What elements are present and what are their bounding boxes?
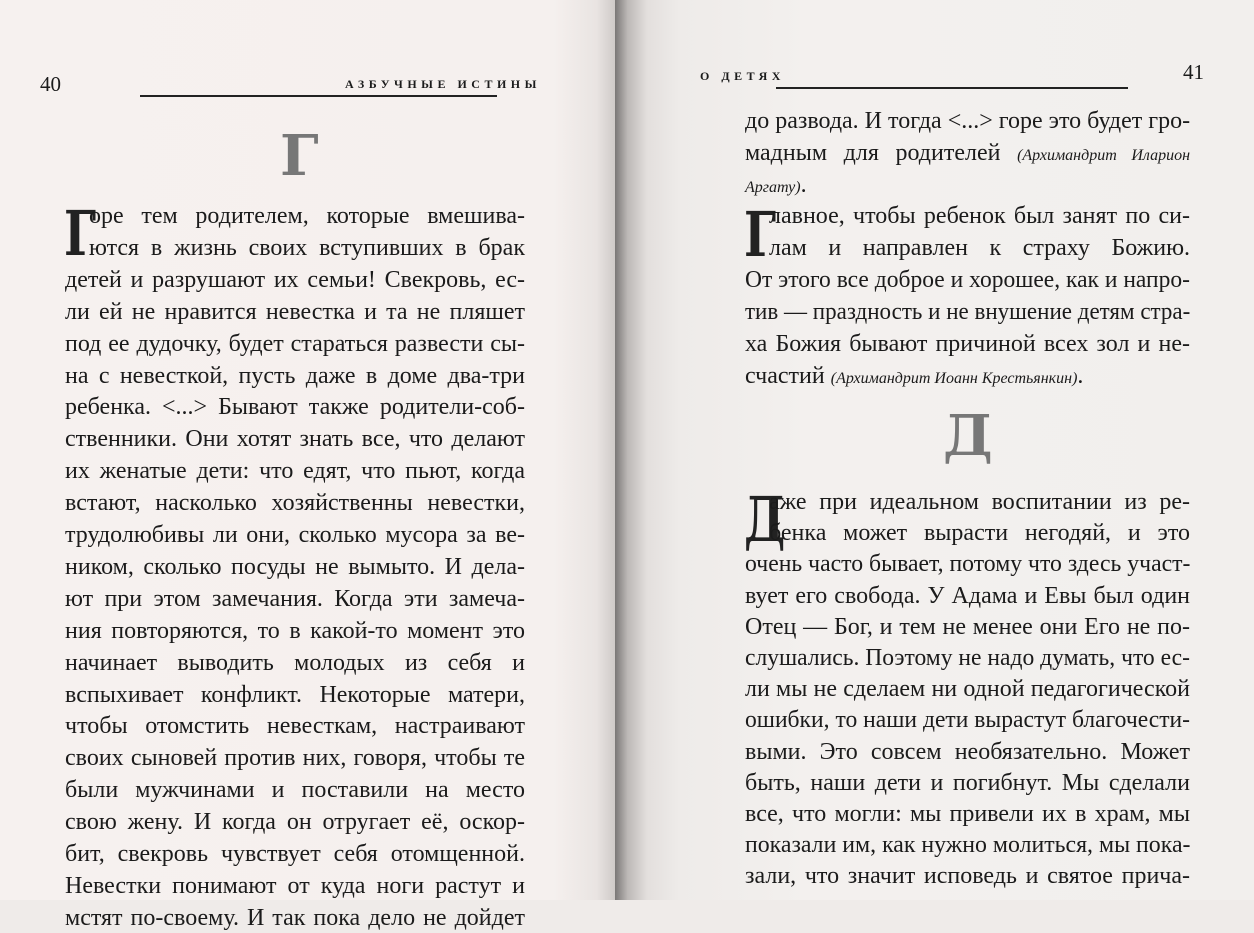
text-line: вует его свобода. У Адама и Евы был один bbox=[745, 582, 1190, 609]
section-letter: Д bbox=[943, 403, 993, 469]
text-line: чтобы отомстить невесткам, настраивают bbox=[65, 713, 525, 740]
citation: (Архимандрит Иоанн Крестьянкин) bbox=[830, 370, 1078, 387]
text-line: мадным для родителей (Архимандрит Иларион bbox=[745, 140, 1191, 166]
text-line: свою жену. И когда он отругает её, оскор- bbox=[65, 809, 525, 836]
text-line: их женатые дети: что едят, что пьют, когда bbox=[65, 458, 525, 485]
page-number: 41 bbox=[1183, 60, 1204, 84]
running-head: О ДЕТЯХ bbox=[700, 69, 785, 83]
text-line: тив — праздность и не внушение детям стра- bbox=[745, 299, 1191, 325]
text-line: показали им, как нужно молиться, мы пока- bbox=[745, 832, 1191, 859]
text-line: ются в жизнь своих вступивших в брак bbox=[89, 234, 525, 261]
drop-cap: Г bbox=[744, 198, 777, 271]
text-line: лавное, чтобы ребенок был занят по си- bbox=[769, 203, 1190, 229]
text-line: до развода. И тогда <...> горе это будет гро- bbox=[745, 108, 1191, 134]
text-line: ственники. Они хотят знать все, что делают bbox=[65, 426, 525, 453]
text-line: От этого все доброе и хорошее, как и напро- bbox=[745, 267, 1190, 293]
text-line: слушались. Поэтому не надо думать, что ес- bbox=[745, 645, 1190, 671]
text-line: оре тем родителем, которые вмешива- bbox=[89, 203, 525, 229]
text-line: Аргату). bbox=[745, 172, 807, 198]
drop-cap: Д bbox=[744, 483, 786, 556]
text-line: ха Божия бывают причиной всех зол и не- bbox=[745, 331, 1190, 357]
section-letter: Г bbox=[280, 123, 319, 189]
text-line: лам и направлен к страху Божию. bbox=[769, 235, 1190, 261]
text-line: вспыхивает конфликт. Некоторые матери, bbox=[65, 681, 525, 708]
header-rule bbox=[140, 95, 497, 97]
text-line: трудолюбивы ли они, сколько мусора за ве- bbox=[65, 522, 525, 548]
text-line: счастий (Архимандрит Иоанн Крестьянкин). bbox=[745, 363, 1084, 389]
text-line: аже при идеальном воспитании из ре- bbox=[769, 489, 1190, 515]
text-line: бит, свекровь чувствует себя отомщенной. bbox=[65, 841, 525, 867]
text-line: ли мы не сделаем ни одной педагогической bbox=[745, 676, 1190, 703]
text-line: своих сыновей против них, говоря, чтобы те bbox=[65, 745, 525, 772]
header-rule bbox=[776, 87, 1128, 89]
text-line: выми. Это совсем необязательно. Может bbox=[745, 738, 1190, 765]
text-line: ником, сколько посуды не вымыто. И дела- bbox=[65, 553, 525, 580]
text-line: Невестки понимают от куда ноги растут и bbox=[65, 872, 525, 899]
text-line: ния повторяются, то в какой-то момент это bbox=[65, 617, 525, 644]
text-line: очень часто бывает, потому что здесь участ- bbox=[745, 551, 1191, 578]
text-line: начинает выводить молодых из себя и bbox=[65, 649, 525, 676]
right-page bbox=[615, 0, 1254, 900]
citation: Аргату) bbox=[745, 179, 801, 196]
text-line: Отец — Бог, и тем не менее они Его не по- bbox=[745, 613, 1190, 640]
text-line: бенка может вырасти негодяй, и это bbox=[769, 520, 1190, 547]
text-line: ют при этом замечания. Когда эти замеча- bbox=[65, 585, 525, 612]
text-line: мстят по-своему. И так пока дело не дойдет bbox=[65, 904, 525, 931]
text-line: быть, наши дети и погибнут. Мы сделали bbox=[745, 769, 1190, 796]
text-line: под ее дудочку, будет стараться развести сы- bbox=[65, 330, 525, 357]
text-line: ребенка. <...> Бывают также родители-соб- bbox=[65, 394, 525, 421]
text-line: ли ей не нравится невестка и та не пляшет bbox=[65, 298, 525, 325]
text-line: все, что могли: мы привели их в храм, мы bbox=[745, 801, 1190, 827]
drop-cap: Г bbox=[64, 197, 97, 270]
text-line: зали, что значит исповедь и святое прича- bbox=[745, 863, 1190, 890]
text-line: встают, насколько хозяйственны невестки, bbox=[65, 490, 525, 517]
text-line: ошибки, то наши дети вырастут благочести- bbox=[745, 707, 1190, 734]
page-number: 40 bbox=[40, 72, 61, 96]
left-page bbox=[0, 0, 615, 931]
text-line: на с невесткой, пусть даже в доме два-три bbox=[65, 362, 525, 389]
citation: (Архимандрит Иларион bbox=[1017, 147, 1191, 164]
running-head: АЗБУЧНЫЕ ИСТИНЫ bbox=[345, 77, 541, 91]
text-line: детей и разрушают их семьи! Свекровь, ес- bbox=[65, 266, 525, 293]
text-line: были мужчинами и поставили на место bbox=[65, 777, 525, 804]
